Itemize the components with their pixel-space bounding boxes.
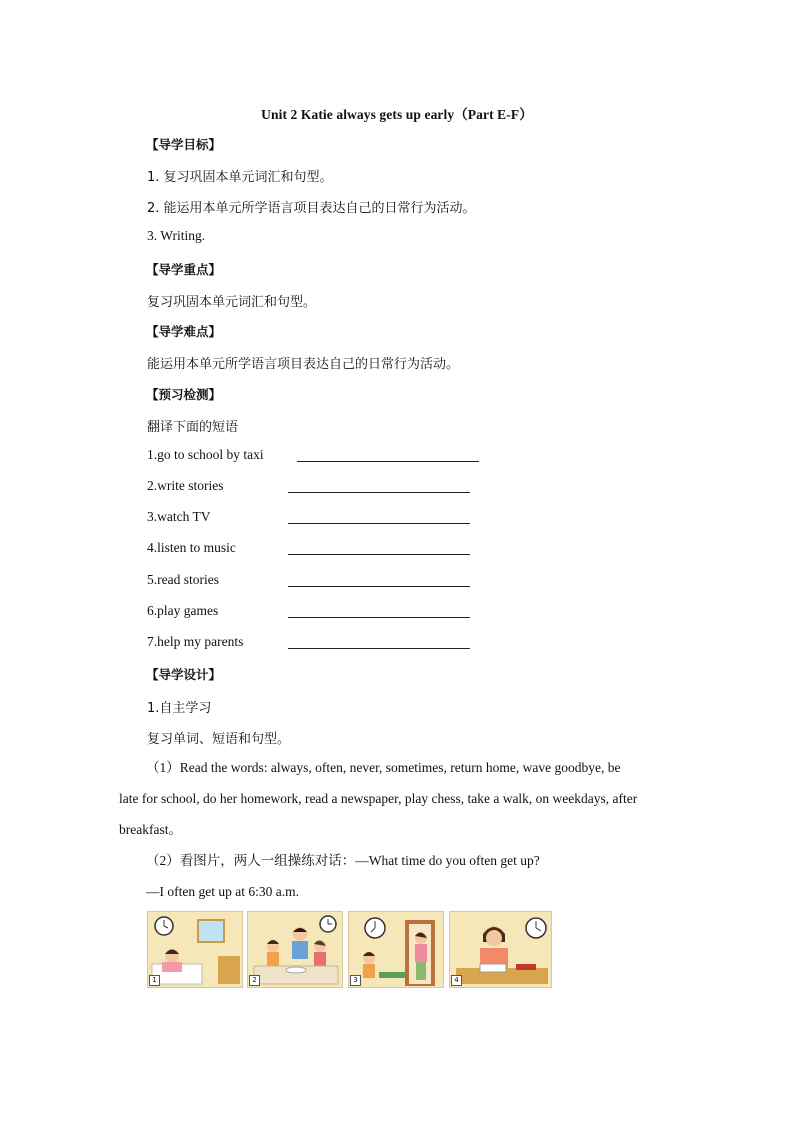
- read-words-line-1: （1）Read the words: always, often, never, sometimes, return home, wave goodbye, be: [146, 760, 621, 775]
- answer-blank-3[interactable]: [288, 523, 470, 524]
- picture-number-3: 3: [350, 975, 361, 986]
- difficulties-heading: 【导学难点】: [146, 324, 222, 339]
- picture-wake-up: [147, 911, 243, 988]
- design-sub-1: 1.自主学习: [147, 701, 212, 716]
- page-title: Unit 2 Katie always gets up early（Part E-F）: [261, 107, 533, 122]
- design-heading: 【导学设计】: [146, 667, 222, 682]
- answer-blank-6[interactable]: [288, 617, 470, 618]
- objective-item-2: 2. 能运用本单元所学语言项目表达自己的日常行为活动。: [147, 201, 476, 216]
- picture-leave-home: [348, 911, 444, 988]
- phrase-1: 1.go to school by taxi: [147, 447, 264, 462]
- answer-blank-2[interactable]: [288, 492, 470, 493]
- objective-item-1: 1. 复习巩固本单元词汇和句型。: [147, 170, 333, 185]
- picture-reading: [449, 911, 552, 988]
- key-points-heading: 【导学重点】: [146, 262, 222, 277]
- dialog-question: （2）看图片，两人一组操练对话：—What time do you often get up?: [146, 853, 540, 868]
- objectives-heading: 【导学目标】: [146, 137, 222, 152]
- answer-blank-1[interactable]: [297, 461, 479, 462]
- key-points-text: 复习巩固本单元词汇和句型。: [147, 295, 317, 310]
- objective-item-3: 3. Writing.: [147, 228, 206, 243]
- read-words-line-3: breakfast。: [119, 822, 182, 837]
- dialog-answer: —I often get up at 6:30 a.m.: [146, 884, 299, 899]
- picture-number-1: 1: [149, 975, 160, 986]
- read-words-line-2: late for school, do her homework, read a newspaper, play chess, take a walk, on weekdays, after: [119, 791, 638, 806]
- preview-heading: 【预习检测】: [146, 387, 222, 402]
- phrase-5: 5.read stories: [147, 572, 219, 587]
- answer-blank-5[interactable]: [288, 586, 470, 587]
- design-review: 复习单词、短语和句型。: [147, 732, 291, 747]
- answer-blank-4[interactable]: [288, 554, 470, 555]
- picture-number-2: 2: [249, 975, 260, 986]
- phrase-7: 7.help my parents: [147, 634, 244, 649]
- phrase-4: 4.listen to music: [147, 540, 236, 555]
- difficulties-text: 能运用本单元所学语言项目表达自己的日常行为活动。: [147, 357, 460, 372]
- preview-instruction: 翻译下面的短语: [147, 420, 239, 435]
- phrase-6: 6.play games: [147, 603, 219, 618]
- answer-blank-7[interactable]: [288, 648, 470, 649]
- phrase-3: 3.watch TV: [147, 509, 211, 524]
- picture-breakfast: [247, 911, 343, 988]
- phrase-2: 2.write stories: [147, 478, 224, 493]
- picture-number-4: 4: [451, 975, 462, 986]
